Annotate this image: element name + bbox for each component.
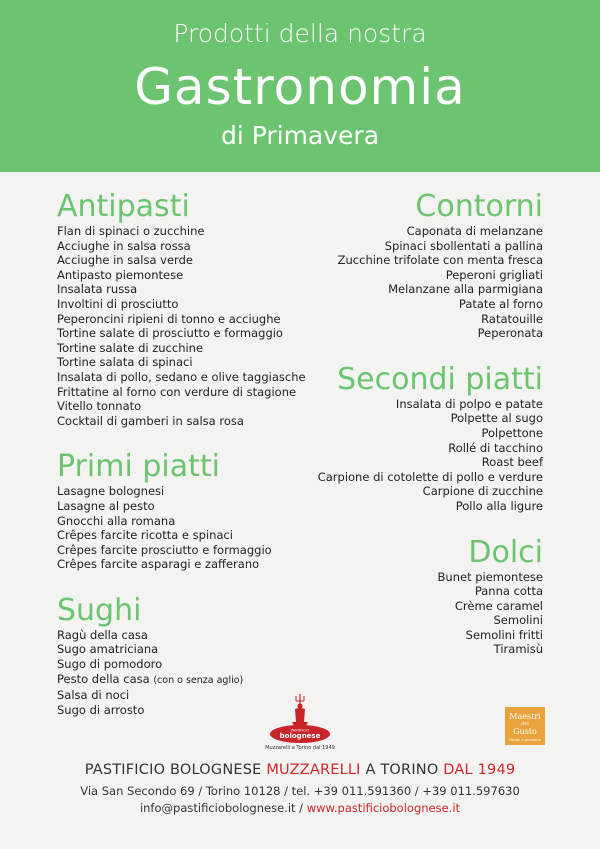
footer-brand-part1: PASTIFICIO BOLOGNESE xyxy=(84,762,267,778)
list-item: Caponata di melanzane xyxy=(406,224,543,238)
footer-address: Via San Secondo 69 / Torino 10128 / tel. +39 011.591360 / +39 011.597630 xyxy=(80,784,520,798)
list-item: Sugo di arrosto xyxy=(57,702,145,717)
maestri-del-gusto-badge xyxy=(505,707,545,745)
list-item: Crêpes farcite asparagi e zafferano xyxy=(57,557,260,572)
list-item: Patate al forno xyxy=(458,296,543,311)
pesto-label: Pesto della casa xyxy=(57,671,150,686)
header-season: di Primavera xyxy=(220,121,380,150)
list-item: Crème caramel xyxy=(454,598,543,613)
footer-contacts xyxy=(0,801,600,815)
list-contorni xyxy=(273,224,543,341)
badge-line4: Torino e provincia xyxy=(508,738,542,742)
list-item: Tortine salate di prosciutto e formaggio xyxy=(57,326,283,341)
list-item: Lasagne al pesto xyxy=(57,498,155,513)
list-dolci xyxy=(273,570,543,658)
list-item: Salsa di noci xyxy=(57,688,130,703)
list-item: Lasagne bolognesi xyxy=(57,484,165,499)
list-item: Semolini fritti xyxy=(465,627,543,642)
list-item: Zucchine trifolate con menta fresca xyxy=(337,253,543,268)
list-item: Frittatine al forno con verdure di stagione xyxy=(57,384,297,399)
list-item: Peperoni grigliati xyxy=(445,267,543,282)
section-title-dolci: Dolci xyxy=(468,534,543,570)
list-item: Polpettone xyxy=(481,425,543,440)
list-item: Cocktail di gamberi in salsa rosa xyxy=(57,413,244,428)
badge-line1: Maestri xyxy=(509,712,541,721)
header-title: Gastronomia xyxy=(134,58,466,116)
section-title-antipasti: Antipasti xyxy=(57,189,190,224)
list-item: Involtini di prosciutto xyxy=(57,296,179,311)
list-item: Melanzane alla parmigiana xyxy=(388,282,543,297)
list-item: Vitello tonnato xyxy=(57,399,142,414)
pastificio-logo xyxy=(255,692,345,750)
badge-line2: del xyxy=(521,721,529,727)
list-item: Semolini xyxy=(493,613,543,628)
list-item: Bunet piemontese xyxy=(437,569,543,584)
list-item: Tortine salate di zucchine xyxy=(57,340,204,355)
right-column xyxy=(273,190,543,657)
list-item: Peperoncini ripieni di tonno e acciughe xyxy=(57,311,281,326)
list-item: Acciughe in salsa rossa xyxy=(57,238,191,253)
list-item: Sugo di pomodoro xyxy=(57,657,163,672)
list-item: Carpione di zucchine xyxy=(422,484,543,499)
list-item: Peperonata xyxy=(477,326,543,341)
list-item: Ragù della casa xyxy=(57,627,148,642)
list-item: Flan di spinaci o zucchine xyxy=(57,224,205,238)
section-secondi xyxy=(273,363,543,514)
list-item: Pollo alla ligure xyxy=(455,498,543,513)
list-item: Sugo amatriciana xyxy=(57,642,159,657)
list-item: Spinaci sbollentati a pallina xyxy=(384,238,543,253)
list-item: Gnocchi alla romana xyxy=(57,513,176,528)
badge-line3: Gusto xyxy=(513,727,537,736)
footer-brand xyxy=(0,762,600,778)
section-title-secondi: Secondi piatti xyxy=(337,361,543,397)
list-item: Roast beef xyxy=(481,455,543,470)
list-item: Carpione di cotolette di pollo e verdure xyxy=(317,469,543,484)
section-contorni xyxy=(273,190,543,341)
list-item: Polpette al sugo xyxy=(450,411,543,426)
logo-caption: Muzzarelli a Torino dal 1949 xyxy=(265,745,335,751)
list-item: Rollé di tacchino xyxy=(448,440,543,455)
pastificio-logo-icon xyxy=(265,692,335,744)
list-secondi xyxy=(273,397,543,514)
section-title-primi: Primi piatti xyxy=(57,449,220,485)
pesto-note: (con o senza aglio) xyxy=(153,674,244,686)
footer-brand-part3: A TORINO xyxy=(360,762,444,778)
list-item: Tiramisù xyxy=(493,642,543,657)
list-item: Crêpes farcite prosciutto e formaggio xyxy=(57,542,272,557)
logo-name-top: PASTIFICIO xyxy=(290,728,310,733)
section-dolci xyxy=(273,536,543,658)
list-item: Antipasto piemontese xyxy=(57,267,184,282)
footer-brand-part4: DAL 1949 xyxy=(443,762,516,778)
header-subtitle: Prodotti della nostra xyxy=(173,19,427,48)
list-item: Ratatouille xyxy=(481,311,543,326)
list-item: Insalata russa xyxy=(57,282,138,297)
footer-separator: / xyxy=(295,801,307,815)
list-item: Tortine salata di spinaci xyxy=(57,355,193,370)
list-item: Acciughe in salsa verde xyxy=(57,253,193,268)
footer-email[interactable]: info@pastificiobolognese.it xyxy=(139,801,296,815)
list-item xyxy=(57,672,327,689)
list-item: Insalata di polpo e patate xyxy=(395,396,543,411)
section-title-sughi: Sughi xyxy=(57,592,142,628)
logo-name-main: bolognese xyxy=(279,732,321,740)
section-title-contorni: Contorni xyxy=(415,189,543,224)
footer-brand-part2: MUZZARELLI xyxy=(266,762,361,778)
list-item: Crêpes farcite ricotta e spinaci xyxy=(57,528,234,543)
list-item: Insalata di pollo, sedano e olive taggiasche xyxy=(57,369,306,384)
list-item: Panna cotta xyxy=(474,584,543,599)
header-banner xyxy=(0,0,600,172)
footer-website[interactable]: www.pastificiobolognese.it xyxy=(306,801,461,815)
